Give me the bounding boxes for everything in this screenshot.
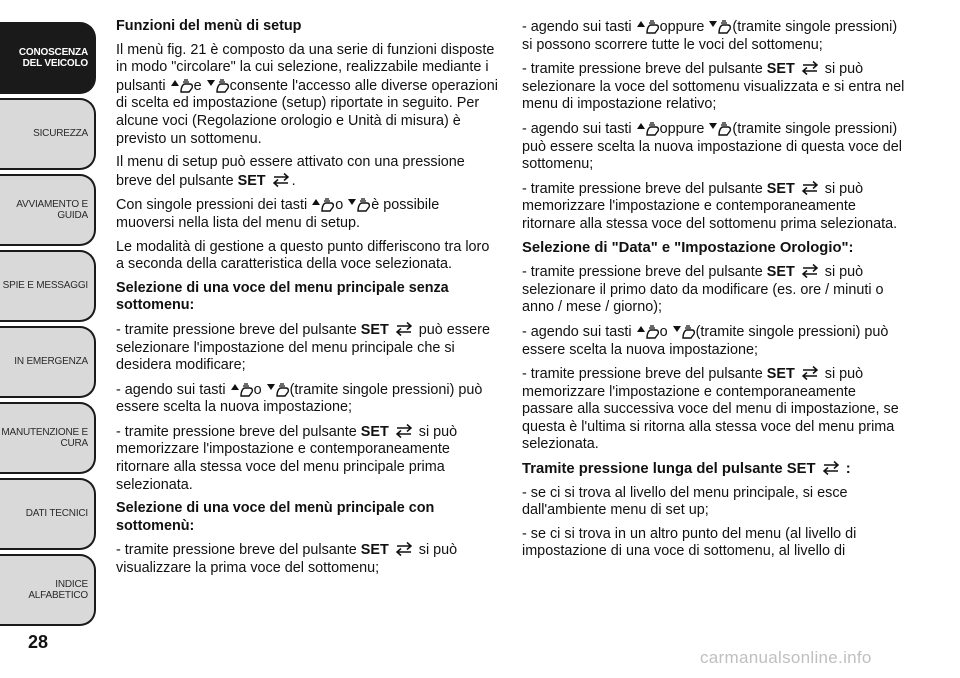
paragraph: Con singole pressioni dei tasti o è possibile muoversi nella lista del menu di setup. — [116, 197, 440, 231]
paragraph: - agendo sui tasti oppure (tramite singole pressioni) si possono scorrere tutte le voci del sottomenu; — [522, 19, 898, 53]
section-heading: Tramite pressione lunga del pulsante SET : — [522, 461, 851, 478]
set-button-icon — [270, 172, 292, 188]
arrow-up-button-icon — [311, 196, 335, 212]
tab-dati-tecnici[interactable]: DATI TECNICI — [0, 478, 96, 550]
tab-in-emergenza[interactable]: IN EMERGENZA — [0, 326, 96, 398]
paragraph: - tramite pressione breve del pulsante SET si può memorizzare l'impostazione e contemporaneamente ritornare alla stessa voce del sottomenu prima selezionata. — [522, 180, 898, 232]
section-heading: Selezione di "Data" e "Impostazione Orologio": — [522, 239, 854, 256]
arrow-down-button-icon — [347, 196, 371, 212]
paragraph: - se ci si trova al livello del menu principale, si esce dall'ambiente menu di set up; — [522, 484, 848, 519]
paragraph: - agendo sui tasti oppure (tramite singole pressioni) può essere scelta la nuova impostazione di questa voce del sottomenu; — [522, 120, 902, 173]
paragraph: - tramite pressione breve del pulsante SET si può selezionare il primo dato da modificare (es. ore / minuti o anno / mese / giorno); — [522, 264, 884, 316]
section-heading: Selezione di una voce del menù principale con sottomenù: — [116, 500, 435, 534]
paragraph: Le modalità di gestione a questo punto differiscono tra loro a seconda della caratteristica della voce selezionata. — [116, 238, 490, 273]
arrow-down-button-icon — [266, 381, 290, 397]
paragraph: - se ci si trova in un altro punto del menu (al livello di impostazione di una voce di sottomenu, al livello di — [522, 525, 857, 560]
section-heading: Selezione di una voce del menu principale senza sottomenu: — [116, 279, 449, 314]
arrow-down-button-icon — [708, 18, 732, 34]
tab-sicurezza[interactable]: SICUREZZA — [0, 98, 96, 170]
arrow-up-button-icon — [636, 120, 660, 136]
set-button-icon — [393, 423, 415, 439]
set-button-icon — [393, 321, 415, 337]
arrow-up-button-icon — [636, 323, 660, 339]
set-button-icon — [820, 460, 842, 476]
arrow-down-button-icon — [708, 120, 732, 136]
set-button-icon — [393, 541, 415, 557]
tab-conoscenza-del-veicolo[interactable]: CONOSCENZA DEL VEICOLO — [0, 22, 96, 94]
arrow-up-button-icon — [230, 381, 254, 397]
paragraph: - tramite pressione breve del pulsante SET può essere selezionare l'impostazione del menu principale che si desidera modificare; — [116, 321, 490, 374]
set-button-icon — [799, 60, 821, 76]
set-button-icon — [799, 263, 821, 279]
arrow-down-button-icon — [206, 77, 230, 93]
page-number: 28 — [28, 632, 49, 652]
set-button-icon — [799, 365, 821, 381]
section-title: Funzioni del menù di setup — [116, 18, 302, 34]
paragraph: - tramite pressione breve del pulsante SET si può memorizzare l'impostazione e contemporaneamente passare alla successiva voce del menu di impostazione, se questa è l'ultima si ritorna alla stessa voce del menu prima selezionata. — [522, 366, 899, 453]
tab-manutenzione-e-cura[interactable]: MANUTENZIONE E CURA — [0, 402, 96, 474]
paragraph: - agendo sui tasti o (tramite singole pressioni) può essere scelta la nuova impostazione; — [522, 323, 889, 358]
arrow-up-button-icon — [170, 77, 194, 93]
set-button-icon — [799, 180, 821, 196]
arrow-up-button-icon — [636, 18, 660, 34]
left-column — [116, 18, 498, 584]
paragraph: Il menu di setup può essere attivato con una pressione breve del pulsante SET . — [116, 154, 465, 189]
arrow-down-button-icon — [672, 323, 696, 339]
tab-avviamento-e-guida[interactable]: AVVIAMENTO E GUIDA — [0, 174, 96, 246]
right-column — [522, 18, 910, 567]
paragraph: - agendo sui tasti o (tramite singole pressioni) può essere scelta la nuova impostazione; — [116, 381, 483, 416]
paragraph: Il menù fig. 21 è composto da una serie di funzioni disposte in modo "circolare" la cui selezione, realizzabile mediante i pulsanti e consente l'accesso alle diverse operazioni di scelta ed impostazione (setup) riportate in seguito. Per alcune voci (Regolazione orologio e Unità di misura) è previsto un sottomenu. — [116, 41, 498, 147]
paragraph: - tramite pressione breve del pulsante SET si può selezionare la voce del sottomenu visualizzata e si entra nel menu di impostazione relativo; — [522, 61, 905, 113]
tab-spie-e-messaggi[interactable]: SPIE E MESSAGGI — [0, 250, 96, 322]
paragraph: - tramite pressione breve del pulsante SET si può visualizzare la prima voce del sottomenu; — [116, 542, 458, 577]
watermark: carmanualsonline.info — [700, 648, 872, 667]
paragraph: - tramite pressione breve del pulsante SET si può memorizzare l'impostazione e contemporaneamente ritornare alla stessa voce del menu principale prima selezionata. — [116, 423, 458, 493]
tab-indice-alfabetico[interactable]: INDICE ALFABETICO — [0, 554, 96, 626]
